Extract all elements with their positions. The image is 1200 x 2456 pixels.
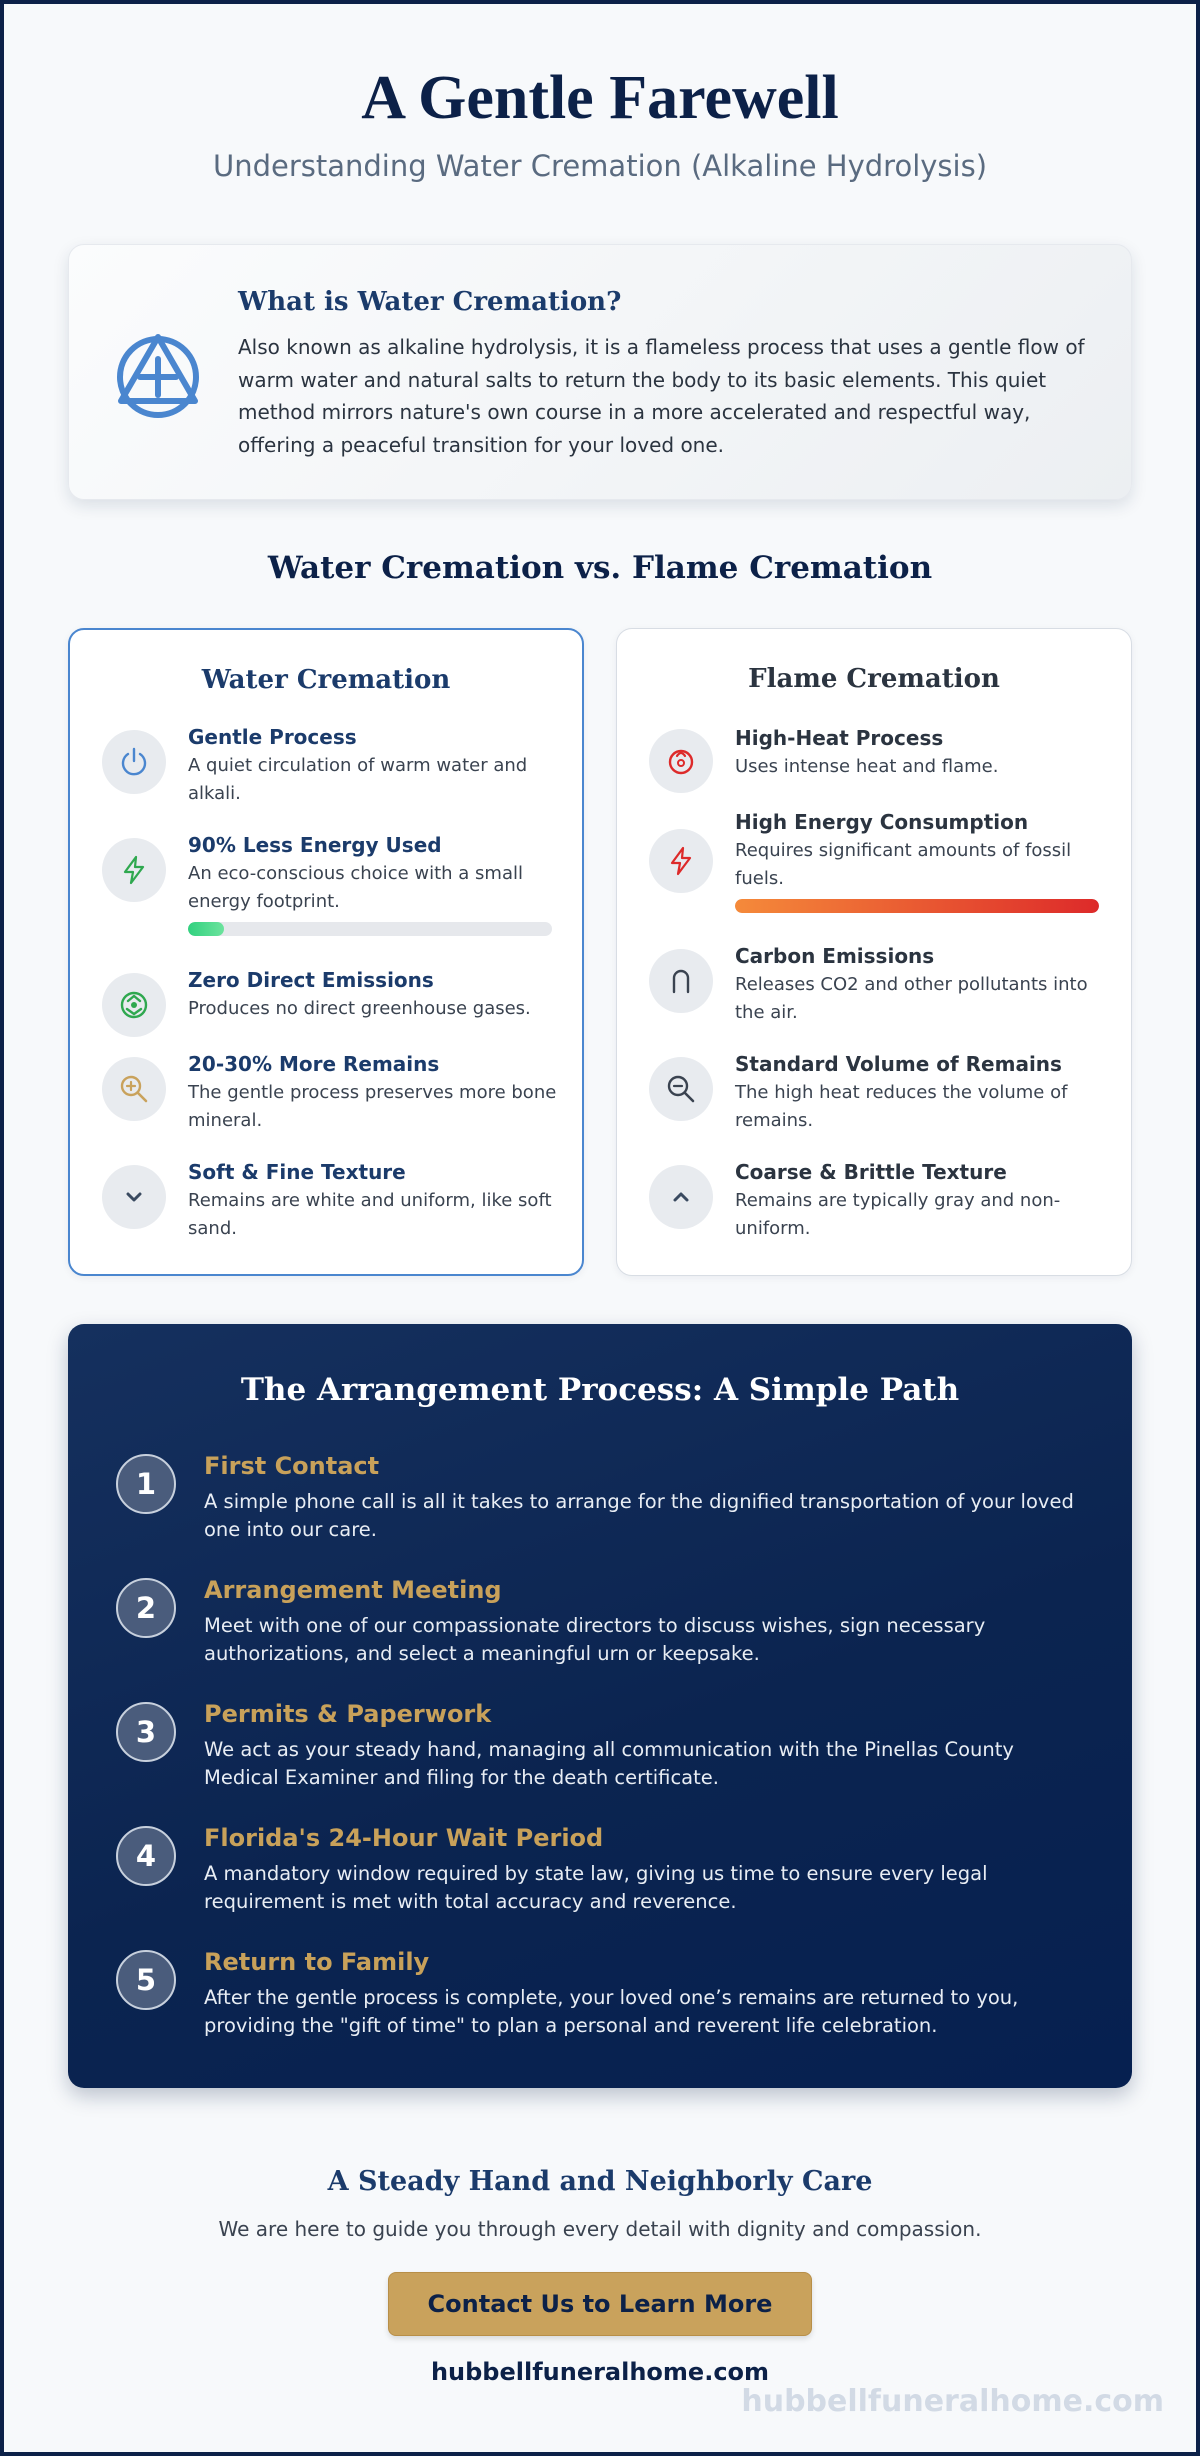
step-number: 1 xyxy=(116,1454,176,1514)
recycle-icon xyxy=(102,973,166,1037)
energy-bar-flame-fill xyxy=(735,899,1099,913)
footer-subtitle: We are here to guide you through every detail with dignity and compassion. xyxy=(218,2217,982,2241)
chevron-up-icon xyxy=(649,1165,713,1229)
intro-heading: What is Water Cremation? xyxy=(238,287,622,317)
zoom-out-icon xyxy=(649,1057,713,1121)
flame-cremation-card xyxy=(616,628,1132,1276)
item-heading: 20-30% More Remains xyxy=(188,1052,440,1076)
lightning-icon xyxy=(102,838,166,902)
process-title: The Arrangement Process: A Simple Path xyxy=(240,1372,960,1408)
step-heading: Permits & Paperwork xyxy=(204,1700,492,1728)
item-heading: Gentle Process xyxy=(188,725,357,749)
item-desc: Remains are white and uniform, like soft sand. xyxy=(188,1190,552,1239)
step-heading: Arrangement Meeting xyxy=(204,1576,502,1604)
item-heading: 90% Less Energy Used xyxy=(188,833,442,857)
item-desc: The high heat reduces the volume of remains. xyxy=(735,1082,1068,1131)
comparison-title: Water Cremation vs. Flame Cremation xyxy=(267,550,933,586)
item-desc: Produces no direct greenhouse gases. xyxy=(188,998,531,1019)
step-number: 4 xyxy=(116,1826,176,1886)
step-heading: Florida's 24-Hour Wait Period xyxy=(204,1824,604,1852)
footer-title: A Steady Hand and Neighborly Care xyxy=(327,2166,873,2197)
lightning-icon xyxy=(649,829,713,893)
step-number: 2 xyxy=(116,1578,176,1638)
item-desc: Remains are typically gray and non-uniform. xyxy=(735,1190,1061,1239)
item-heading: High Energy Consumption xyxy=(735,810,1029,834)
page-subtitle: Understanding Water Cremation (Alkaline Hydrolysis) xyxy=(212,149,988,183)
step-desc: A mandatory window required by state law, giving us time to ensure every legal requirement is met with total accuracy and reverence. xyxy=(204,1862,988,1913)
item-desc: Releases CO2 and other pollutants into the air. xyxy=(735,974,1088,1023)
page-title: A Gentle Farewell xyxy=(361,64,839,132)
energy-bar-flame xyxy=(735,899,1099,913)
intro-body: Also known as alkaline hydrolysis, it is a flameless process that uses a gentle flow of warm water and natural salts to return the body to its basic elements. This quiet method mirrors nature's own course in a more accelerated and respectful way, offering a peaceful transition for your loved one. xyxy=(238,335,1085,457)
water-cremation-title: Water Cremation xyxy=(201,665,451,695)
flame-cremation-title: Flame Cremation xyxy=(748,664,1000,694)
step-number: 3 xyxy=(116,1702,176,1762)
arrangement-process-panel xyxy=(68,1324,1132,2088)
item-heading: High-Heat Process xyxy=(735,726,944,750)
page-header xyxy=(0,62,1200,184)
item-desc: Uses intense heat and flame. xyxy=(735,756,999,777)
item-heading: Soft & Fine Texture xyxy=(188,1160,406,1184)
item-desc: Requires significant amounts of fossil fuels. xyxy=(735,840,1072,889)
water-cremation-card xyxy=(68,628,584,1276)
emissions-icon xyxy=(649,949,713,1013)
chevron-down-icon xyxy=(102,1165,166,1229)
item-desc: An eco-conscious choice with a small energy footprint. xyxy=(188,863,523,912)
water-cross-icon xyxy=(113,329,203,419)
energy-bar-water xyxy=(188,922,552,936)
intro-card xyxy=(68,244,1132,500)
step-heading: Return to Family xyxy=(204,1948,430,1976)
item-desc: A quiet circulation of warm water and alkali. xyxy=(188,755,528,804)
footer xyxy=(0,2160,1200,2244)
flame-icon xyxy=(649,729,713,793)
contact-us-button[interactable]: Contact Us to Learn More xyxy=(388,2272,812,2336)
power-icon xyxy=(102,730,166,794)
step-desc: Meet with one of our compassionate directors to discuss wishes, sign necessary authorizations, and select a meaningful urn or keepsake. xyxy=(204,1614,986,1665)
item-heading: Zero Direct Emissions xyxy=(188,968,434,992)
item-heading: Carbon Emissions xyxy=(735,944,935,968)
item-desc: The gentle process preserves more bone mineral. xyxy=(188,1082,557,1131)
website-link[interactable]: hubbellfuneralhome.com xyxy=(430,2358,770,2386)
step-desc: After the gentle process is complete, your loved one’s remains are returned to you, providing the "gift of time" to plan a personal and reverent life celebration. xyxy=(204,1986,1019,2037)
energy-bar-water-fill xyxy=(188,922,224,936)
step-desc: A simple phone call is all it takes to arrange for the dignified transportation of your loved one into our care. xyxy=(204,1490,1074,1541)
zoom-in-icon xyxy=(102,1057,166,1121)
step-number: 5 xyxy=(116,1950,176,2010)
item-heading: Standard Volume of Remains xyxy=(735,1052,1062,1076)
step-desc: We act as your steady hand, managing all communication with the Pinellas County Medical Examiner and filing for the death certificate. xyxy=(204,1738,1014,1789)
watermark: hubbellfuneralhome.com xyxy=(741,2384,1164,2419)
step-heading: First Contact xyxy=(204,1452,380,1480)
item-heading: Coarse & Brittle Texture xyxy=(735,1160,1007,1184)
